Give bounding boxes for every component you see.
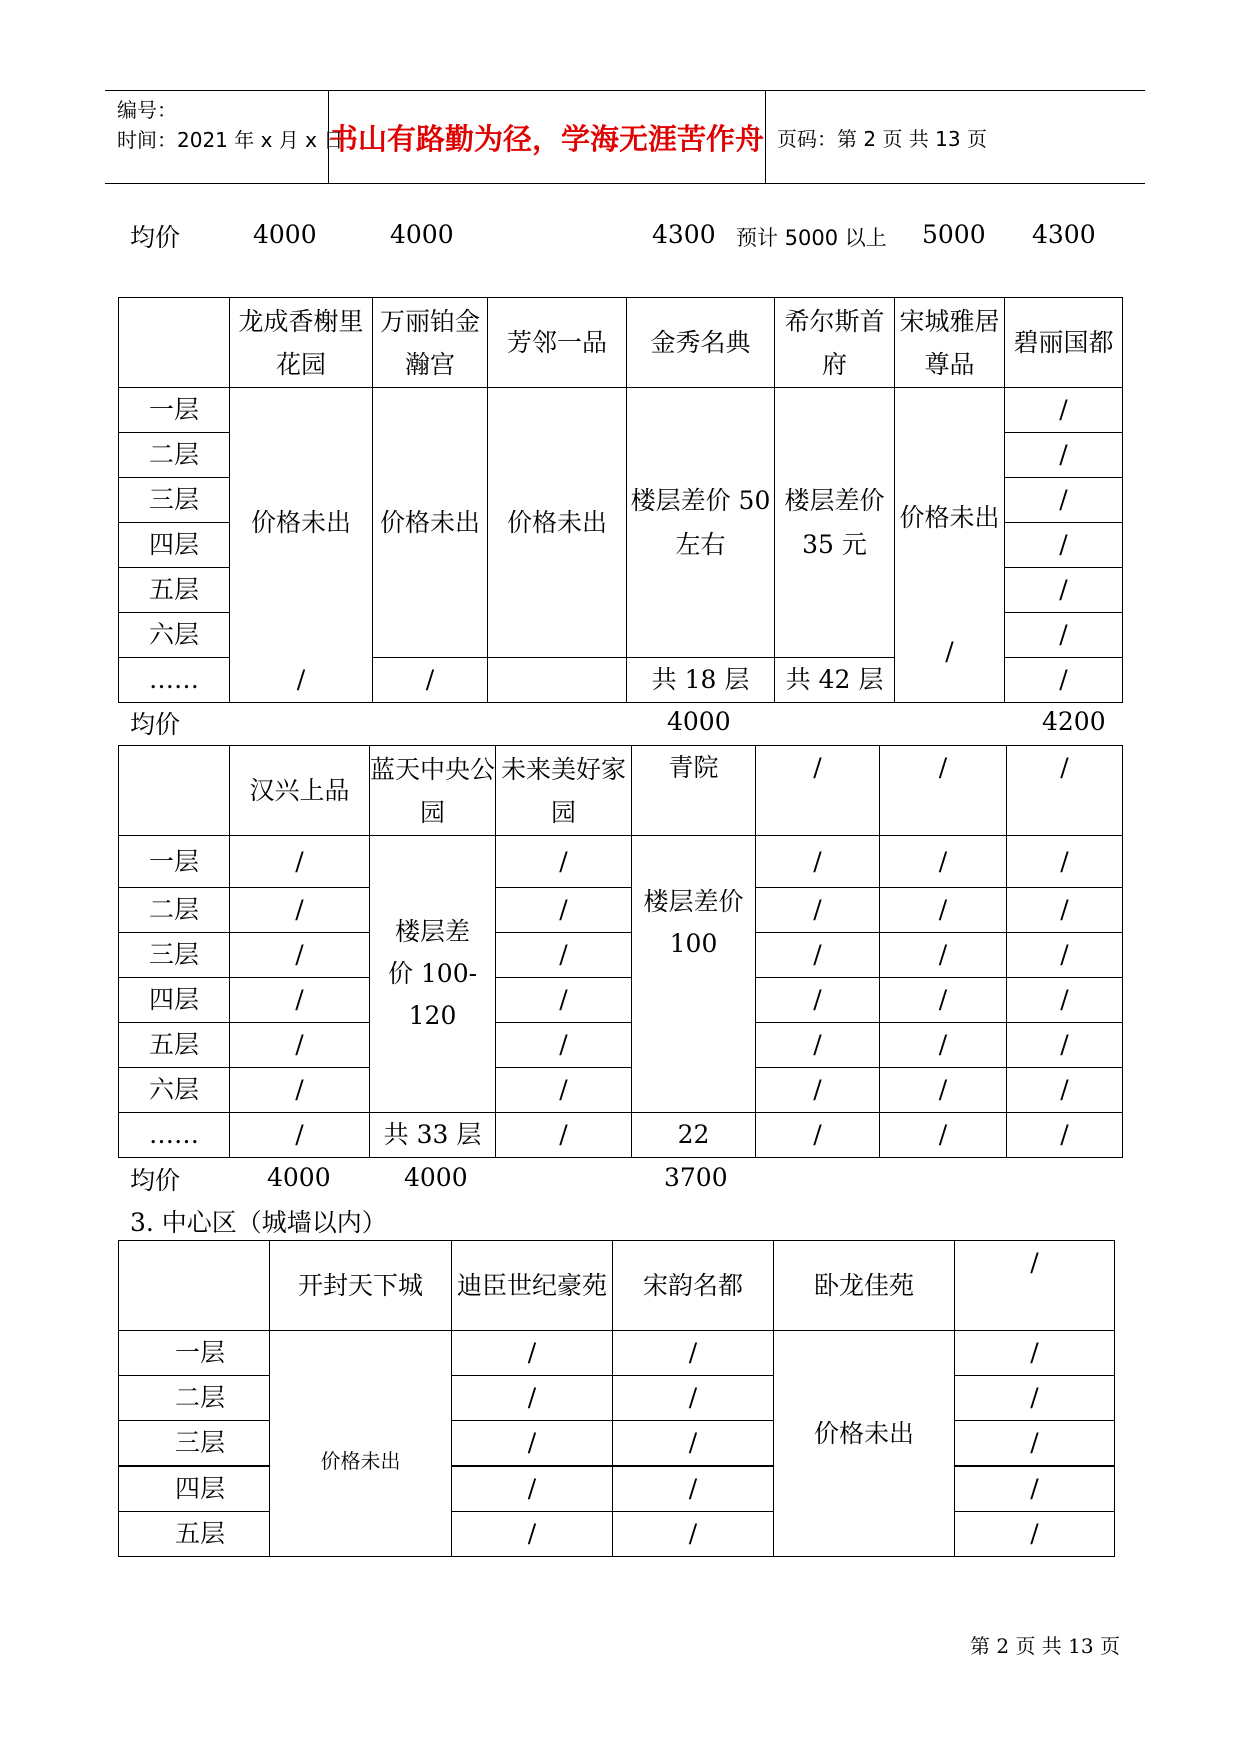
- row-label: 二层: [119, 1376, 270, 1421]
- table-header-row: [119, 746, 1123, 836]
- slash-cell: /: [496, 933, 632, 978]
- table-row: [119, 933, 1123, 978]
- slash-cell: /: [880, 1068, 1007, 1113]
- average-label: 均价: [130, 1166, 181, 1195]
- slash-cell: /: [955, 1466, 1115, 1512]
- row-label: ……: [119, 658, 230, 703]
- page-footer: 第 2 页 共 13 页: [970, 1634, 1120, 1658]
- slash-cell: /: [955, 1331, 1115, 1376]
- merged-cell: 价格未出: [230, 388, 373, 658]
- floor-count: 22: [632, 1113, 756, 1158]
- slash-cell: /: [452, 1331, 613, 1376]
- section-title: 3. 中心区（城墙以内）: [130, 1208, 387, 1237]
- table-row: [119, 836, 1123, 888]
- document-time: 时间：2021 年 x 月 x 日: [117, 128, 344, 152]
- slash-cell: /: [756, 1023, 880, 1068]
- column-header: /: [756, 746, 880, 836]
- slash-cell: /: [880, 836, 1007, 888]
- column-header: /: [1007, 746, 1123, 836]
- column-header: 宋韵名都: [613, 1241, 774, 1331]
- slash-cell: /: [756, 978, 880, 1023]
- column-header: 金秀名典: [627, 298, 775, 388]
- table-row: [119, 1023, 1123, 1068]
- table-row: [119, 1113, 1123, 1158]
- slash-cell: /: [945, 637, 954, 666]
- merged-cell: 楼层差价 50 左右: [627, 388, 775, 658]
- average-value: 4300: [652, 220, 716, 249]
- row-label: 二层: [119, 433, 230, 478]
- row-label: 一层: [119, 836, 230, 888]
- slash-cell: /: [496, 1023, 632, 1068]
- slash-cell: /: [955, 1376, 1115, 1421]
- row-label: 四层: [119, 523, 230, 568]
- column-header: 青院: [632, 746, 756, 836]
- slash-cell: /: [613, 1331, 774, 1376]
- average-value: 3700: [664, 1163, 728, 1192]
- corner-cell: [119, 1241, 270, 1331]
- slash-cell: /: [452, 1466, 613, 1512]
- slash-cell: /: [230, 888, 370, 933]
- slash-cell: /: [1007, 888, 1123, 933]
- column-header: 未来美好家园: [496, 746, 632, 836]
- average-value: 4200: [1042, 707, 1106, 736]
- merged-cell: 楼层差价 100: [632, 836, 756, 1113]
- slash-cell: /: [613, 1466, 774, 1512]
- slash-cell: /: [1005, 523, 1123, 568]
- slash-cell: /: [955, 1512, 1115, 1557]
- slash-cell: /: [496, 978, 632, 1023]
- row-label: 一层: [119, 1331, 270, 1376]
- slash-cell: /: [230, 933, 370, 978]
- table-header-row: [119, 298, 1123, 388]
- slash-cell: /: [955, 1421, 1115, 1467]
- table-row: [119, 1331, 1115, 1376]
- empty-cell: [488, 658, 627, 703]
- slash-cell: /: [756, 888, 880, 933]
- slash-cell: /: [496, 1113, 632, 1158]
- slash-cell: /: [1005, 658, 1123, 703]
- slash-cell: /: [880, 1023, 1007, 1068]
- slash-cell: /: [452, 1512, 613, 1557]
- average-label: 均价: [130, 710, 181, 739]
- row-label: 二层: [119, 888, 230, 933]
- average-value: 5000: [922, 220, 986, 249]
- row-label: 五层: [119, 1512, 270, 1557]
- slash-cell: /: [756, 836, 880, 888]
- average-value: 4000: [404, 1163, 468, 1192]
- slash-cell: /: [880, 978, 1007, 1023]
- table-row: [119, 888, 1123, 933]
- column-header: 汉兴上品: [230, 746, 370, 836]
- merged-cell: [895, 388, 1005, 703]
- average-value: 4000: [390, 220, 454, 249]
- row-label: 四层: [119, 978, 230, 1023]
- table-row: [119, 388, 1123, 433]
- column-header: 希尔斯首府: [775, 298, 895, 388]
- floor-count: 共 42 层: [775, 658, 895, 703]
- slash-cell: /: [1005, 478, 1123, 523]
- average-value: 预计 5000 以上: [736, 226, 887, 250]
- table-row: [119, 1068, 1123, 1113]
- slash-cell: /: [1007, 1113, 1123, 1158]
- slash-cell: /: [230, 1068, 370, 1113]
- price-table-1: [118, 297, 1123, 703]
- column-header: 卧龙佳苑: [774, 1241, 955, 1331]
- table-row: [119, 1512, 1115, 1557]
- merged-cell: 价格未出: [270, 1331, 452, 1557]
- slash-cell: /: [1007, 1023, 1123, 1068]
- slash-cell: /: [613, 1421, 774, 1467]
- row-label: 五层: [119, 1023, 230, 1068]
- row-label: ……: [119, 1113, 230, 1158]
- merged-cell: 楼层差价 35 元: [775, 388, 895, 658]
- slash-cell: /: [1005, 613, 1123, 658]
- slash-cell: /: [1005, 568, 1123, 613]
- header-divider: [765, 91, 766, 183]
- slash-cell: /: [880, 933, 1007, 978]
- table-row: [119, 1376, 1115, 1421]
- table-header-row: [119, 1241, 1115, 1331]
- slash-cell: /: [756, 1068, 880, 1113]
- header-meta: [117, 95, 343, 155]
- page-number: 页码：第 2 页 共 13 页: [777, 126, 987, 151]
- slash-cell: /: [1007, 978, 1123, 1023]
- table-row: [119, 1466, 1115, 1512]
- row-label: 四层: [119, 1466, 270, 1512]
- average-value: 4000: [667, 707, 731, 736]
- column-header: 宋城雅居尊品: [895, 298, 1005, 388]
- slash-cell: /: [452, 1376, 613, 1421]
- floor-count: 共 18 层: [627, 658, 775, 703]
- slash-cell: /: [880, 1113, 1007, 1158]
- table-row: [119, 978, 1123, 1023]
- slash-cell: /: [230, 1023, 370, 1068]
- row-label: 六层: [119, 1068, 230, 1113]
- average-label: 均价: [130, 223, 181, 252]
- row-label: 三层: [119, 478, 230, 523]
- merged-cell: 价格未出: [373, 388, 488, 658]
- average-value: 4300: [1032, 220, 1096, 249]
- row-label: 五层: [119, 568, 230, 613]
- slash-cell: /: [230, 658, 373, 703]
- column-header: /: [880, 746, 1007, 836]
- merged-cell: 价格未出: [774, 1331, 955, 1557]
- slash-cell: /: [496, 1068, 632, 1113]
- average-value: 4000: [267, 1163, 331, 1192]
- slash-cell: /: [230, 978, 370, 1023]
- slash-cell: /: [452, 1421, 613, 1467]
- price-table-2: [118, 745, 1123, 1158]
- column-header: 迪臣世纪豪苑: [452, 1241, 613, 1331]
- slash-cell: /: [230, 836, 370, 888]
- row-label: 一层: [119, 388, 230, 433]
- slash-cell: /: [756, 933, 880, 978]
- column-header: /: [955, 1241, 1115, 1331]
- column-header: 芳邻一品: [488, 298, 627, 388]
- slash-cell: /: [1005, 388, 1123, 433]
- slash-cell: /: [496, 888, 632, 933]
- slash-cell: /: [880, 888, 1007, 933]
- column-header: 龙成香榭里花园: [230, 298, 373, 388]
- column-header: 开封天下城: [270, 1241, 452, 1331]
- slash-cell: /: [613, 1512, 774, 1557]
- row-label: 三层: [119, 933, 230, 978]
- slash-cell: /: [1005, 433, 1123, 478]
- merged-cell-text: 价格未出: [899, 503, 1000, 532]
- slash-cell: /: [1007, 836, 1123, 888]
- slash-cell: /: [1007, 933, 1123, 978]
- column-header: 碧丽国都: [1005, 298, 1123, 388]
- row-label: 三层: [119, 1421, 270, 1467]
- slash-cell: /: [1007, 1068, 1123, 1113]
- merged-cell: 楼层差价 100-120: [370, 836, 496, 1113]
- slash-cell: /: [496, 836, 632, 888]
- page-header: [105, 90, 1145, 184]
- average-value: 4000: [253, 220, 317, 249]
- table-row: [119, 1421, 1115, 1467]
- motto: 书山有路勤为径，学海无涯苦作舟: [328, 121, 764, 156]
- row-label: 六层: [119, 613, 230, 658]
- column-header: 蓝天中央公园: [370, 746, 496, 836]
- floor-count: 共 33 层: [370, 1113, 496, 1158]
- corner-cell: [119, 298, 230, 388]
- slash-cell: /: [613, 1376, 774, 1421]
- merged-cell: 价格未出: [488, 388, 627, 658]
- slash-cell: /: [756, 1113, 880, 1158]
- slash-cell: /: [230, 1113, 370, 1158]
- corner-cell: [119, 746, 230, 836]
- document-number: 编号：: [117, 98, 177, 122]
- slash-cell: /: [373, 658, 488, 703]
- column-header: 万丽铂金瀚宫: [373, 298, 488, 388]
- price-table-3: [118, 1240, 1115, 1557]
